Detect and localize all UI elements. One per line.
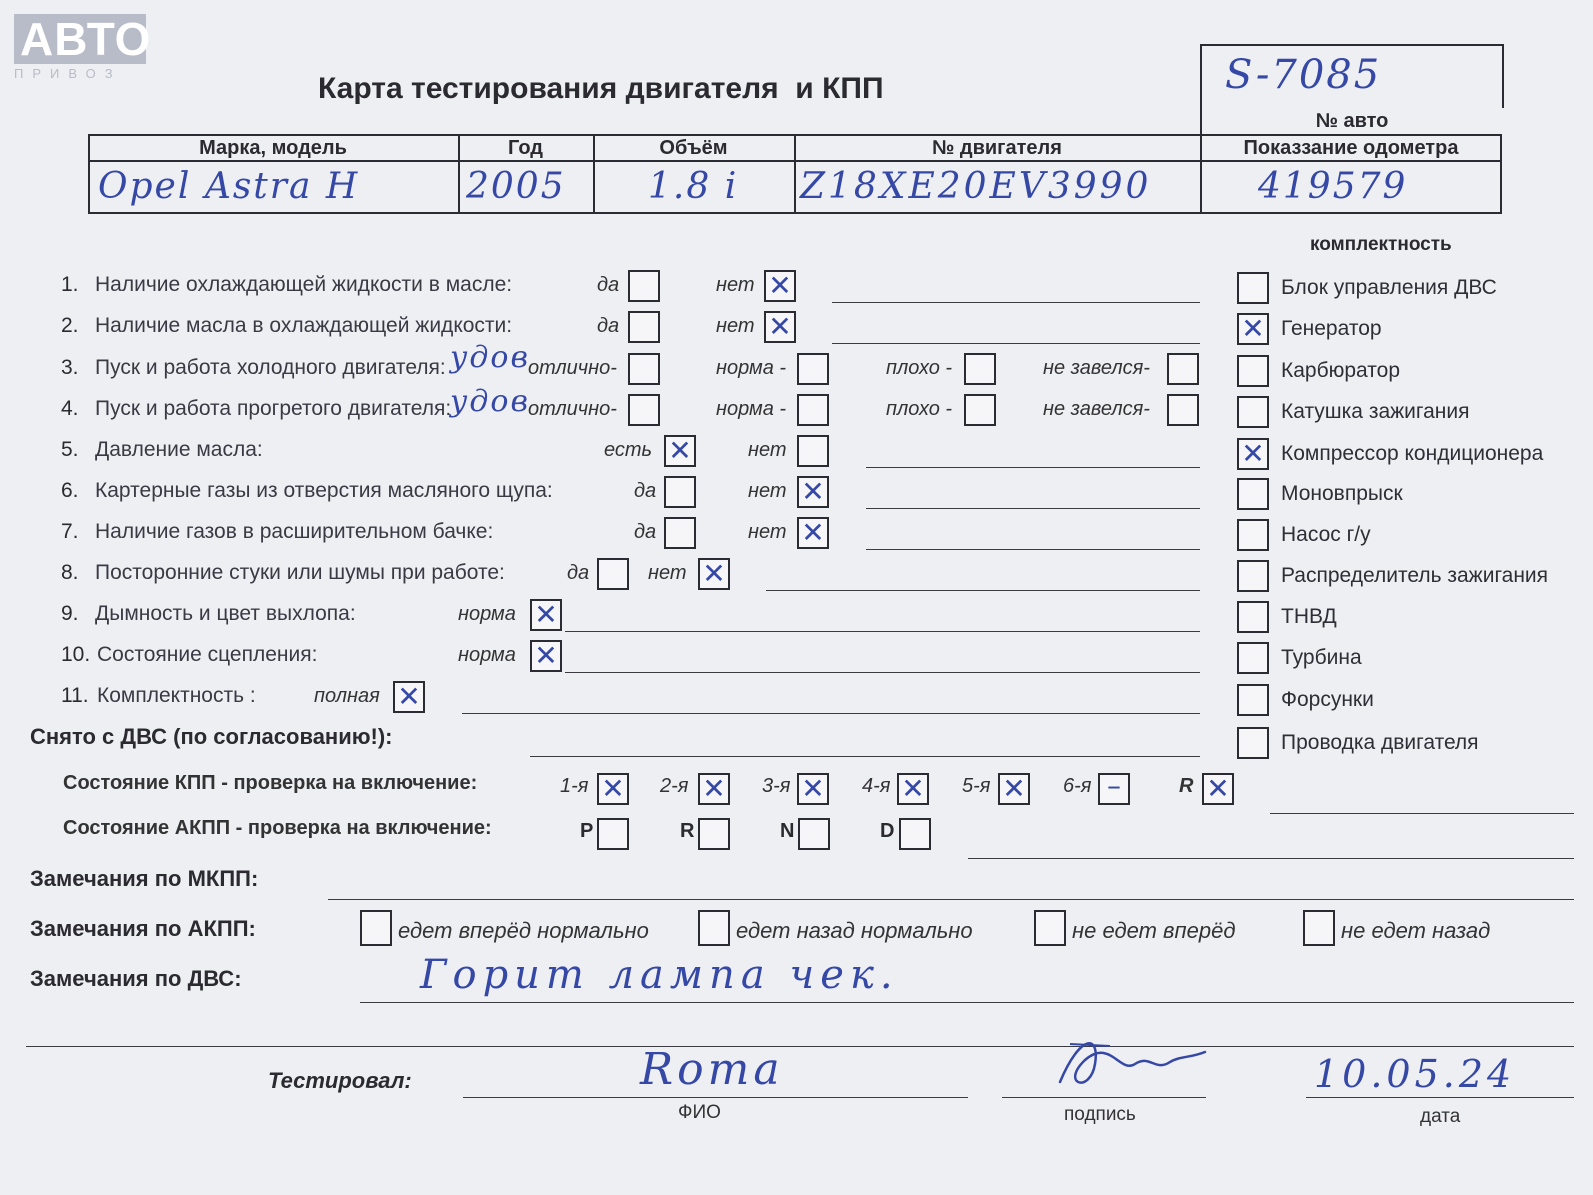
q2-yes-checkbox[interactable] [628,311,660,343]
akpp-forward-ok-label: едет вперёд нормально [398,918,649,943]
logo-sub: ПРИВОЗ [14,66,122,81]
q1-no-label: нет [716,274,755,296]
model-value: Opel Astra H [98,166,360,207]
completeness-item-label: ТНВД [1281,605,1337,628]
q10-text: Состояние сцепления: [97,643,318,666]
gear-5-label: 5-я [962,775,991,797]
gear-3-checkbox[interactable] [797,773,829,805]
col-year-header: Год [508,137,543,159]
gear-6-checkbox[interactable] [1098,773,1130,805]
akpp-p-checkbox[interactable] [597,818,629,850]
q4-bad-checkbox[interactable] [964,394,996,426]
q5-no-checkbox[interactable] [797,435,829,467]
q2-number: 2. [61,314,79,337]
completeness-checkbox[interactable] [1237,727,1269,759]
q5-number: 5. [61,438,79,461]
gear-1-label: 1-я [560,775,589,797]
q8-text: Посторонние стуки или шумы при работе: [95,561,505,584]
tester-name: Roma [640,1044,784,1095]
q5-yes-label: есть [604,439,653,461]
col-volume-header: Объём [659,137,728,159]
page-title: Карта тестирования двигателя и КПП [318,72,884,105]
q4-not-started-label: не завелся- [1043,398,1150,420]
completeness-checkbox[interactable] [1237,560,1269,592]
q9-number: 9. [61,602,79,625]
q3-text: Пуск и работа холодного двигателя: [95,356,446,379]
remarks-dvs-value: Горит лампа чек. [420,952,899,998]
akpp-r-label: R [680,820,695,842]
q6-number: 6. [61,479,79,502]
completeness-checkbox[interactable] [1237,478,1269,510]
q1-text: Наличие охлаждающей жидкости в масле: [95,273,513,296]
q3-normal-label: норма - [716,357,787,379]
completeness-item-label: Блок управления ДВС [1281,276,1497,299]
completeness-checkbox[interactable] [1237,313,1269,345]
completeness-checkbox[interactable] [1237,642,1269,674]
q6-no-label: нет [748,480,787,502]
completeness-item-label: Форсунки [1281,688,1374,711]
q6-no-checkbox[interactable] [797,476,829,508]
q6-yes-checkbox[interactable] [664,476,696,508]
q4-bad-label: плохо - [886,398,953,420]
gear-5-checkbox[interactable] [998,773,1030,805]
removed-label: Снято с ДВС (по согласованию!): [30,724,393,749]
q5-yes-checkbox[interactable] [664,435,696,467]
q7-no-label: нет [748,521,787,543]
completeness-checkbox[interactable] [1237,396,1269,428]
q3-normal-checkbox[interactable] [797,353,829,385]
q8-number: 8. [61,561,79,584]
q1-number: 1. [61,273,79,296]
q1-yes-label: да [597,274,620,296]
q4-not-started-checkbox[interactable] [1167,394,1199,426]
completeness-item-label: Генератор [1281,317,1382,340]
q7-text: Наличие газов в расширительном бачке: [95,520,494,543]
q7-yes-checkbox[interactable] [664,517,696,549]
q7-no-checkbox[interactable] [797,517,829,549]
q9-normal-checkbox[interactable] [530,599,562,631]
remarks-dvs-label: Замечания по ДВС: [30,966,242,991]
gear-4-label: 4-я [862,775,891,797]
car-number-value: S-7085 [1225,52,1382,98]
q11-full-label: полная [314,685,380,707]
akpp-r-checkbox[interactable] [698,818,730,850]
logo [14,13,152,81]
q7-number: 7. [61,520,79,543]
date-caption: дата [1420,1106,1461,1127]
q8-no-checkbox[interactable] [698,558,730,590]
completeness-item-label: Насос г/у [1281,523,1371,546]
col-model-header: Марка, модель [199,137,347,159]
akpp-label: Состояние АКПП - проверка на включение: [63,817,492,839]
q2-yes-label: да [597,315,620,337]
gear-6-label: 6-я [1063,775,1092,797]
q3-excellent-checkbox[interactable] [628,353,660,385]
completeness-checkbox[interactable] [1237,601,1269,633]
completeness-item-label: Карбюратор [1281,359,1401,382]
q10-normal-label: норма [458,644,516,666]
name-caption: ФИО [678,1102,721,1123]
q6-text: Картерные газы из отверстия масляного щупа: [95,479,553,502]
gear-4-checkbox[interactable] [897,773,929,805]
q8-no-label: нет [648,562,687,584]
akpp-backward-ok-checkbox[interactable] [698,910,730,946]
engine-number-value: Z18XE20EV3990 [800,166,1152,207]
completeness-item-label: Распределитель зажигания [1281,564,1549,587]
akpp-backward-ok-label: едет назад нормально [736,918,973,943]
q4-normal-checkbox[interactable] [797,394,829,426]
q2-text: Наличие масла в охлаждающей жидкости: [95,314,513,337]
completeness-checkbox[interactable] [1237,355,1269,387]
remarks-mkpp-label: Замечания по МКПП: [30,866,259,891]
akpp-no-forward-label: не едет вперёд [1072,918,1236,943]
completeness-title: комплектность [1310,234,1452,255]
q4-excellent-checkbox[interactable] [628,394,660,426]
q3-not-started-checkbox[interactable] [1167,353,1199,385]
akpp-p-label: P [580,820,594,842]
q4-excellent-label: отлично- [528,398,617,420]
completeness-item-label: Турбина [1281,646,1362,669]
akpp-n-checkbox[interactable] [798,818,830,850]
signature-icon [1040,1024,1210,1104]
gear-1-checkbox[interactable] [597,773,629,805]
q6-yes-label: да [634,480,657,502]
q3-note: удов [450,340,530,375]
col-odometer-header: Показзание одометра [1243,137,1459,159]
q3-excellent-label: отлично- [528,357,617,379]
q9-text: Дымность и цвет выхлопа: [95,602,356,625]
completeness-checkbox[interactable] [1237,519,1269,551]
remarks-akpp-label: Замечания по АКПП: [30,916,256,941]
q5-text: Давление масла: [95,438,263,461]
completeness-checkbox[interactable] [1237,684,1269,716]
completeness-item-label: Проводка двигателя [1281,731,1479,754]
q7-yes-label: да [634,521,657,543]
q10-normal-checkbox[interactable] [530,640,562,672]
q1-no-checkbox[interactable] [764,270,796,302]
q3-bad-checkbox[interactable] [964,353,996,385]
q11-full-checkbox[interactable] [393,681,425,713]
q3-not-started-label: не завелся- [1043,357,1150,379]
signature-caption: подпись [1064,1104,1136,1125]
car-number-label: № авто [1315,110,1389,132]
q2-no-label: нет [716,315,755,337]
year-value: 2005 [466,166,566,207]
q8-yes-checkbox[interactable] [597,558,629,590]
kpp-label: Состояние КПП - проверка на включение: [63,772,478,794]
akpp-d-checkbox[interactable] [899,818,931,850]
q9-normal-label: норма [458,603,516,625]
q8-yes-label: да [567,562,590,584]
test-date: 10.05.24 [1314,1052,1516,1096]
col-engine-header: № двигателя [932,137,1062,159]
q11-number: 11. [61,684,89,707]
q11-text: Комплектность : [97,684,256,707]
logo-text: АВТО [14,14,146,64]
odometer-value: 419579 [1258,166,1408,207]
akpp-no-forward-checkbox[interactable] [1034,910,1066,946]
completeness-item-label: Компрессор кондиционера [1281,442,1544,465]
q2-no-checkbox[interactable] [764,311,796,343]
q4-normal-label: норма - [716,398,787,420]
q10-number: 10. [61,643,91,666]
tested-label: Тестировал: [268,1068,412,1093]
q3-bad-label: плохо - [886,357,953,379]
q1-yes-checkbox[interactable] [628,270,660,302]
gear-3-label: 3-я [762,775,791,797]
completeness-item-label: Моновпрыск [1281,482,1403,505]
completeness-checkbox[interactable] [1237,438,1269,470]
gear-r-label: R [1179,775,1194,797]
completeness-item-label: Катушка зажигания [1281,400,1470,423]
completeness-checkbox[interactable] [1237,272,1269,304]
q4-note: удов [450,384,530,419]
akpp-n-label: N [780,820,795,842]
volume-value: 1.8 i [648,166,739,207]
akpp-no-backward-label: не едет назад [1341,918,1491,943]
gear-2-checkbox[interactable] [698,773,730,805]
q4-number: 4. [61,397,79,420]
akpp-forward-ok-checkbox[interactable] [360,910,392,946]
gear-r-checkbox[interactable] [1202,773,1234,805]
gear-2-label: 2-я [660,775,689,797]
akpp-no-backward-checkbox[interactable] [1303,910,1335,946]
akpp-d-label: D [880,820,895,842]
q4-text: Пуск и работа прогретого двигателя: [95,397,452,420]
q5-no-label: нет [748,439,787,461]
q3-number: 3. [61,356,79,379]
